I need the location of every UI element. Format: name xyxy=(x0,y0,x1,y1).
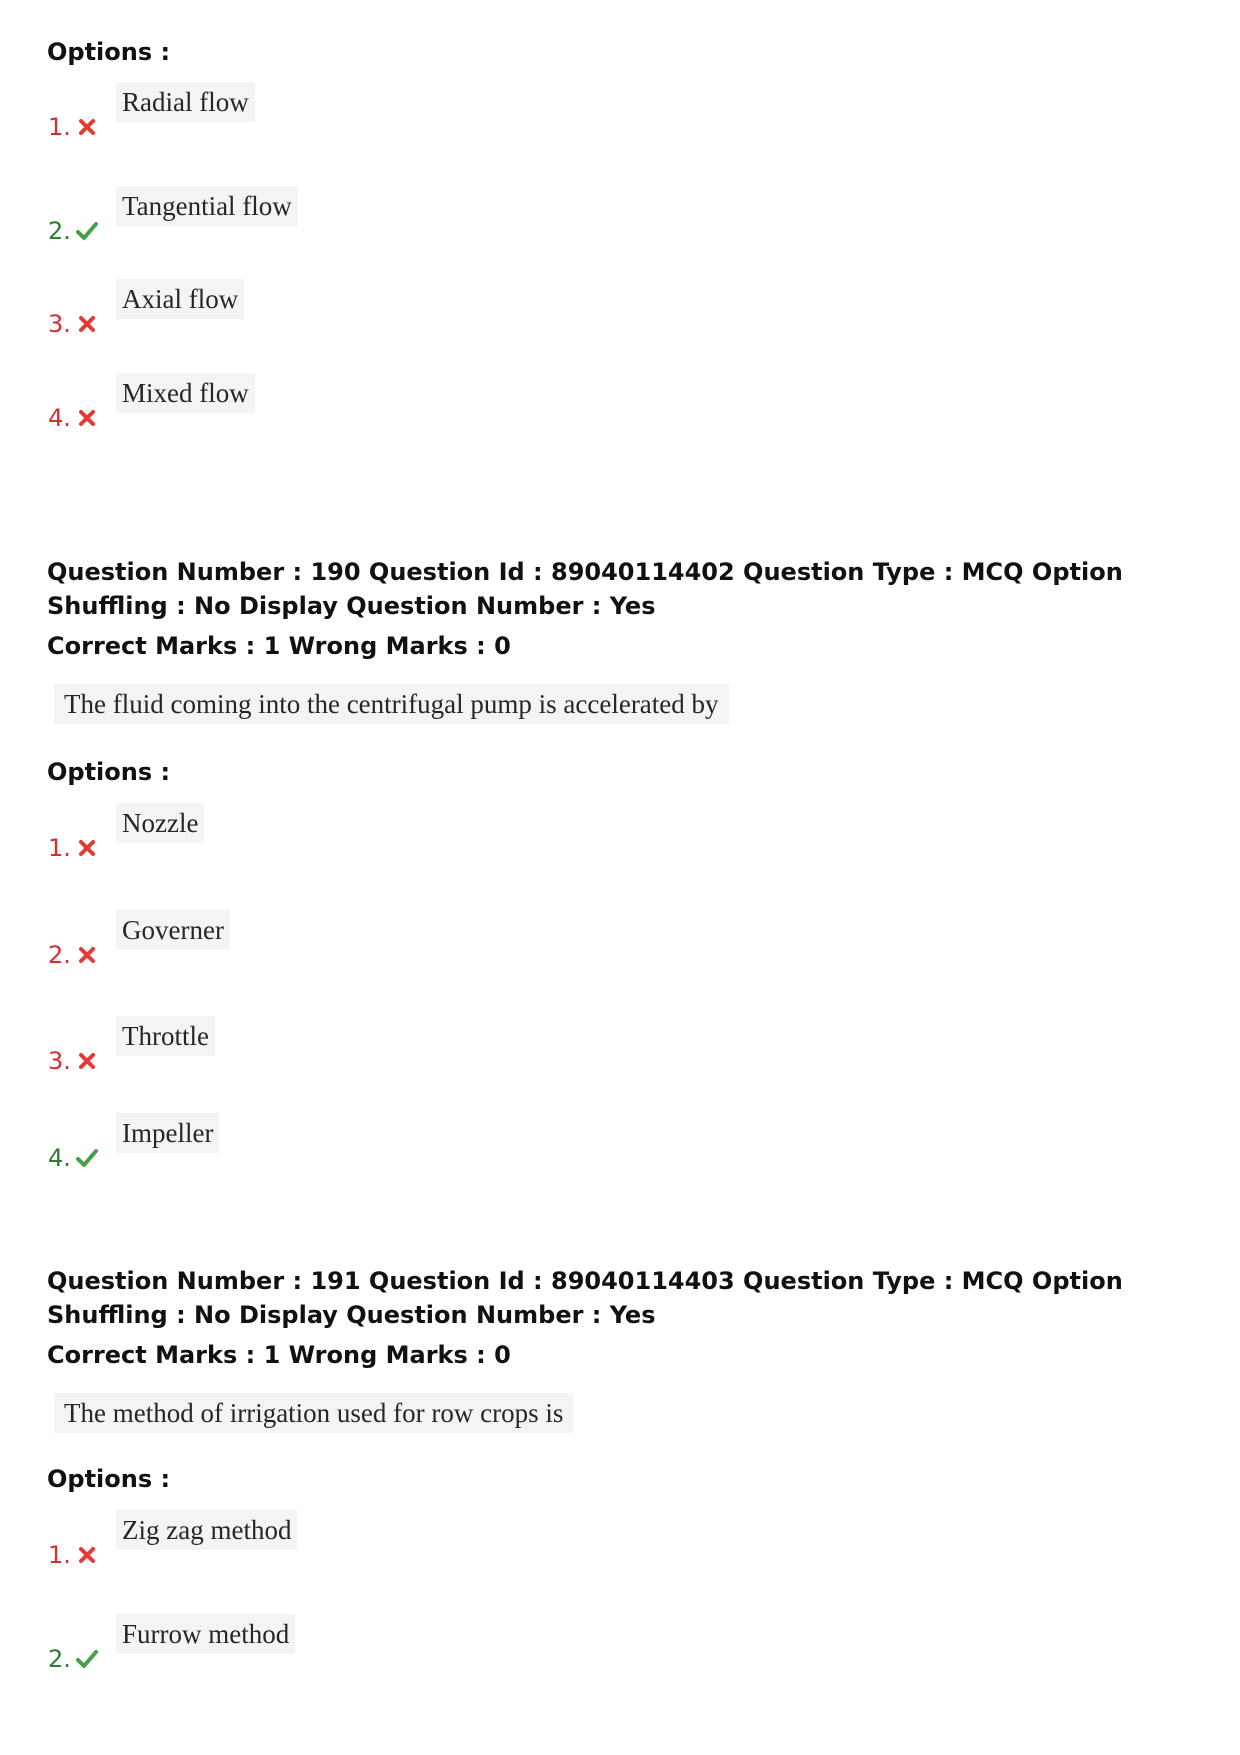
options-heading: Options : xyxy=(47,1465,171,1493)
option-2 xyxy=(48,186,648,246)
option-2 xyxy=(48,1614,648,1674)
cross-icon xyxy=(76,837,98,859)
option-text: Impeller xyxy=(116,1113,219,1153)
question-meta: Question Number : 190 Question Id : 89040114402 Question Type : MCQ Option Shuffling : No Display Question Number : Yes xyxy=(47,558,1123,620)
option-number: 3. xyxy=(48,1047,71,1075)
question-text: The method of irrigation used for row crops is xyxy=(54,1393,573,1433)
check-icon xyxy=(76,220,98,242)
cross-icon xyxy=(76,1050,98,1072)
option-number: 2. xyxy=(48,941,71,969)
marks-line: Correct Marks : 1 Wrong Marks : 0 xyxy=(47,1341,511,1369)
option-2 xyxy=(48,910,648,970)
option-1 xyxy=(48,1510,648,1570)
question-text: The fluid coming into the centrifugal pump is accelerated by xyxy=(54,684,729,724)
cross-icon xyxy=(76,1544,98,1566)
cross-icon xyxy=(76,116,98,138)
marks-line: Correct Marks : 1 Wrong Marks : 0 xyxy=(47,632,511,660)
option-text: Zig zag method xyxy=(116,1510,297,1550)
option-number: 1. xyxy=(48,834,71,862)
cross-icon xyxy=(76,944,98,966)
option-number: 4. xyxy=(48,404,71,432)
option-text: Mixed flow xyxy=(116,373,255,413)
option-4 xyxy=(48,373,648,433)
option-1 xyxy=(48,803,648,863)
option-3 xyxy=(48,1016,648,1076)
option-text: Furrow method xyxy=(116,1614,295,1654)
option-3 xyxy=(48,279,648,339)
option-number: 1. xyxy=(48,113,71,141)
option-number: 2. xyxy=(48,217,71,245)
option-text: Throttle xyxy=(116,1016,215,1056)
option-text: Nozzle xyxy=(116,803,204,843)
option-number: 4. xyxy=(48,1144,71,1172)
options-heading: Options : xyxy=(47,38,171,66)
options-heading: Options : xyxy=(47,758,171,786)
option-text: Governer xyxy=(116,910,230,950)
option-text: Axial flow xyxy=(116,279,244,319)
question-meta: Question Number : 191 Question Id : 89040114403 Question Type : MCQ Option Shuffling : No Display Question Number : Yes xyxy=(47,1267,1123,1329)
cross-icon xyxy=(76,407,98,429)
option-number: 3. xyxy=(48,310,71,338)
option-text: Radial flow xyxy=(116,82,255,122)
option-4 xyxy=(48,1113,648,1173)
option-number: 2. xyxy=(48,1645,71,1673)
option-text: Tangential flow xyxy=(116,186,298,226)
check-icon xyxy=(76,1147,98,1169)
cross-icon xyxy=(76,313,98,335)
option-number: 1. xyxy=(48,1541,71,1569)
check-icon xyxy=(76,1648,98,1670)
option-1 xyxy=(48,82,648,142)
